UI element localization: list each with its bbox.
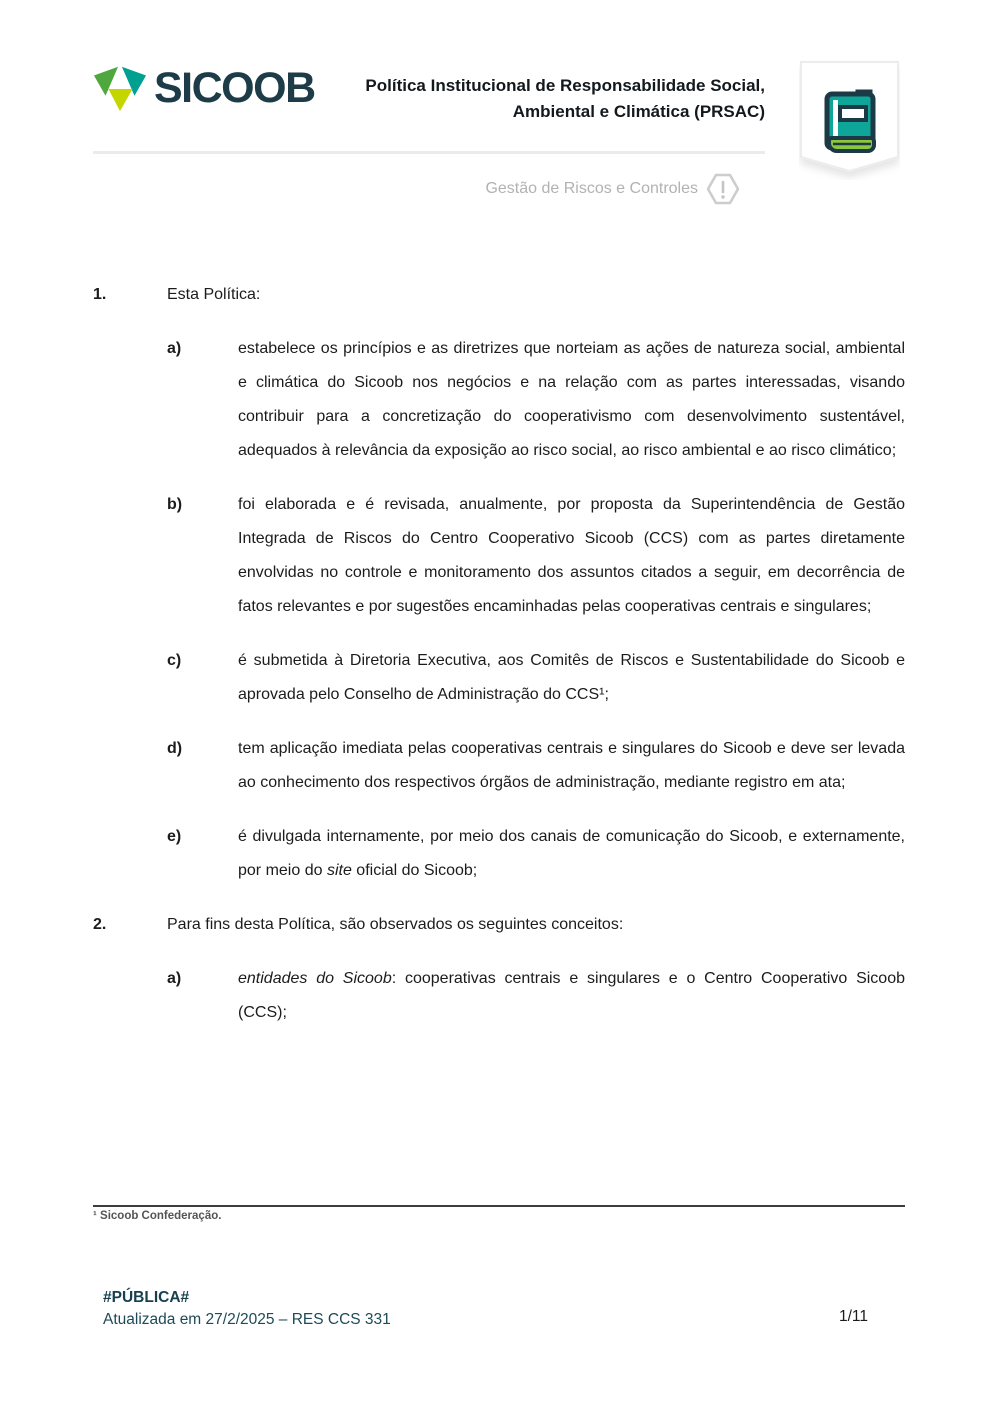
department-row — [485, 171, 740, 207]
footnote-marker: ¹ — [93, 1210, 101, 1222]
item-label: a) — [167, 340, 182, 357]
item-text — [238, 820, 905, 888]
list-item-1b — [167, 488, 905, 624]
item-label: c) — [167, 652, 182, 669]
item-text: é submetida à Diretoria Executiva, aos Comitês de Riscos e Sustentabilidade do Sicoob e aprovada pelo Conselho de Administração do CCS¹; — [238, 652, 905, 703]
document-body — [93, 278, 905, 1050]
item-text-part: oficial do Sicoob; — [351, 862, 478, 879]
item-text-part: é divulgada internamente, por meio dos canais de comunicação do Sicoob, e externamente, por meio do — [238, 828, 905, 879]
item-text: tem aplicação imediata pelas cooperativas centrais e singulares do Sicoob e deve ser levada ao conhecimento dos respectivos órgãos de administração, mediante registro em ata; — [238, 740, 905, 791]
list-item-1a — [167, 332, 905, 468]
footer — [103, 1287, 391, 1331]
item-label: d) — [167, 740, 183, 757]
item-text — [238, 962, 905, 1030]
header-divider — [93, 151, 765, 154]
book-icon — [799, 60, 900, 180]
item-label: e) — [167, 828, 182, 845]
updated-line: Atualizada em 27/2/2025 – RES CCS 331 — [103, 1311, 391, 1328]
section-1 — [93, 278, 905, 312]
section-number: 2. — [93, 916, 107, 933]
alert-hexagon-icon — [706, 171, 740, 207]
section-2 — [93, 908, 905, 942]
footnote-divider — [93, 1205, 905, 1207]
section-number: 1. — [93, 286, 107, 303]
book-badge — [799, 60, 900, 180]
footnote-text: Sicoob Confederação. — [100, 1210, 222, 1222]
list-item-1e — [167, 820, 905, 888]
sicoob-logo — [93, 62, 315, 114]
document-title — [365, 73, 765, 125]
document-title-line1: Política Institucional de Responsabilidade Social, — [365, 76, 765, 95]
department-label: Gestão de Riscos e Controles — [485, 180, 698, 197]
item-label: b) — [167, 496, 183, 513]
section-heading: Para fins desta Política, são observados os seguintes conceitos: — [167, 916, 624, 933]
item-text: estabelece os princípios e as diretrizes que norteiam as ações de natureza social, ambiental e climática do Sicoob nos negócios e na relação com as partes interessadas, visando contribuir para a concretização do cooperativismo com desenvolvimento sustentável, adequados à relevância da exposição ao risco social, ao risco ambiental e ao risco climático; — [238, 340, 905, 459]
list-item-1d — [167, 732, 905, 800]
footnote — [93, 1210, 221, 1222]
list-item-2a — [167, 962, 905, 1030]
classification-label: #PÚBLICA# — [103, 1289, 190, 1306]
list-item-1c — [167, 644, 905, 712]
item-label: a) — [167, 970, 182, 987]
document-title-line2: Ambiental e Climática (PRSAC) — [512, 102, 765, 121]
item-text-part: : cooperativas centrais e singulares e o Centro Cooperativo Sicoob (CCS); — [238, 970, 905, 1021]
page-number: 1/11 — [838, 1308, 868, 1325]
sicoob-logo-icon — [93, 62, 147, 114]
sicoob-logo-wordmark: SICOOB — [154, 63, 315, 112]
section-heading: Esta Política: — [167, 286, 261, 303]
item-text-italic: site — [326, 862, 352, 879]
item-text-italic: entidades do Sicoob — [238, 970, 392, 987]
item-text: foi elaborada e é revisada, anualmente, por proposta da Superintendência de Gestão Integrada de Riscos do Centro Cooperativo Sicoob (CCS) com as partes diretamente envolvidas no controle e monitoramento dos assuntos citados a seguir, em decorrência de fatos relevantes e por sugestões encaminhadas pelas cooperativas centrais e singulares; — [238, 496, 905, 615]
